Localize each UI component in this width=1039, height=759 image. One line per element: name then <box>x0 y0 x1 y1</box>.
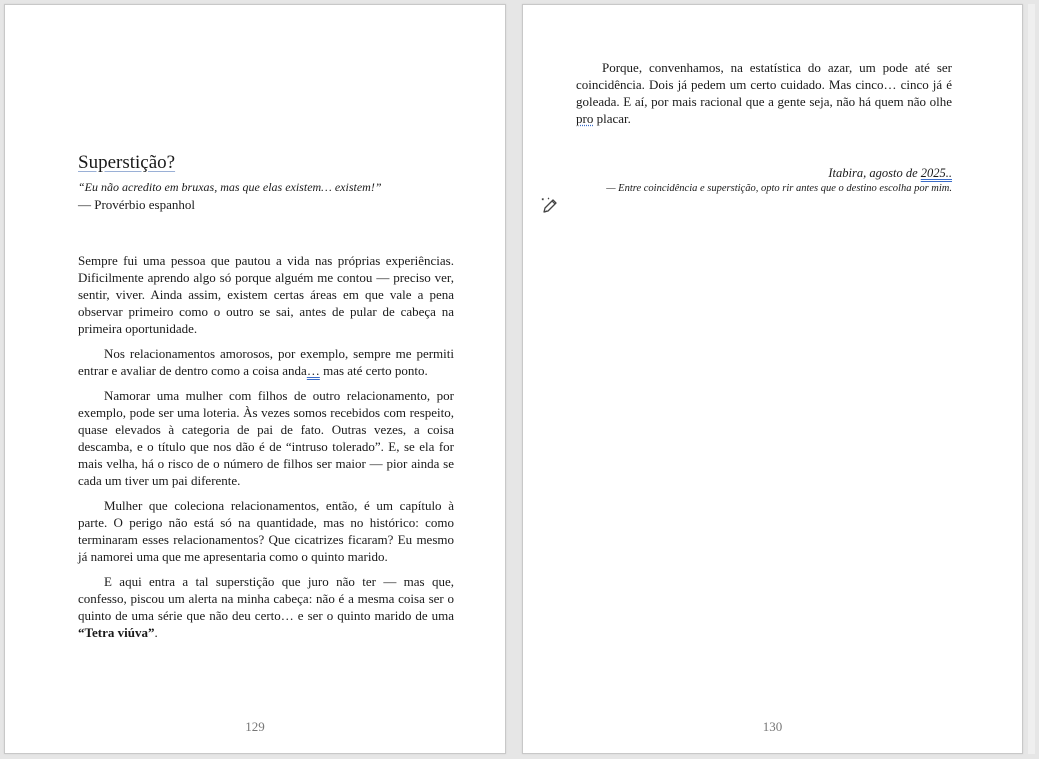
chapter-title: Superstição? <box>78 152 176 173</box>
paragraph-2 <box>78 345 454 379</box>
paragraph-1 <box>576 59 952 127</box>
proofing-mark[interactable]: … <box>306 363 320 378</box>
paragraph-2-text-end: mas até certo ponto. <box>319 363 428 378</box>
paragraph-3: Namorar uma mulher com filhos de outro relacionamento, por exemplo, pode ser uma loteria. Às vezes somos recebidos com respeito, quase elevados à categoria de pai de fato. Outras vezes, a coisa descamba, e o título que nos dão é de “intruso tolerado”. E, se ela for mais velha, há o risco de o número de filhos ser maior — pior ainda se cada um tiver um pai diferente. <box>78 388 454 488</box>
proofing-mark[interactable]: pro <box>576 111 594 126</box>
paragraph-5-text: E aqui entra a tal superstição que juro não ter — mas que, confesso, piscou um alerta na minha cabeça: não é a mesma coisa ser o quinto de uma série que não deu certo… e ser o quinto marido de uma <box>78 574 454 623</box>
body-text <box>576 59 952 135</box>
body-text <box>78 252 454 649</box>
paragraph-2-text: Nos relacionamentos amorosos, por exemplo, sempre me permiti entrar e avaliar de dentro como a coisa anda <box>78 346 454 378</box>
epigraph-quote: “Eu não acredito em bruxas, mas que elas existem… existem!” <box>78 180 382 194</box>
paragraph-1: Sempre fui uma pessoa que pautou a vida nas próprias experiências. Dificilmente aprendo algo só porque alguém me contou — preciso ver, sentir, viver. Ainda assim, existem certas áreas em que vale a pena observar primeiro como o outro se sai, antes de pular de cabeça na primeira oportunidade. <box>78 253 454 336</box>
epigraph-source: — Provérbio espanhol <box>78 197 195 212</box>
pen-icon[interactable] <box>540 196 560 216</box>
paragraph-5-end: . <box>154 625 158 640</box>
scrollbar-track[interactable] <box>1028 4 1035 754</box>
page-129 <box>4 4 506 754</box>
signature-line <box>828 165 952 181</box>
paragraph-5 <box>78 573 454 641</box>
page-number: 129 <box>245 719 265 734</box>
paragraph-4: Mulher que coleciona relacionamentos, então, é um capítulo à parte. O perigo não está só na quantidade, mas no histórico: como terminaram esses relacionamentos? Que cicatrizes ficaram? Eu mesmo já namorei uma que me apresentaria como o quinto marido. <box>78 498 454 564</box>
paragraph-1-text: Porque, convenhamos, na estatística do azar, um pode até ser coincidência. Dois já pedem um certo cuidado. Mas cinco… cinco já é goleada. E aí, por mais racional que a gente seja, não há quem não olhe <box>576 60 952 109</box>
page-130 <box>522 4 1023 754</box>
closing-note: — Entre coincidência e superstição, opto rir antes que o destino escolha por mim. <box>606 183 952 194</box>
signature-text: Itabira, agosto de <box>828 166 921 180</box>
page-number: 130 <box>762 719 783 734</box>
paragraph-1-end: placar. <box>593 111 631 126</box>
proofing-mark[interactable]: 2025.. <box>920 166 952 180</box>
bold-phrase: “Tetra viúva” <box>78 625 155 640</box>
